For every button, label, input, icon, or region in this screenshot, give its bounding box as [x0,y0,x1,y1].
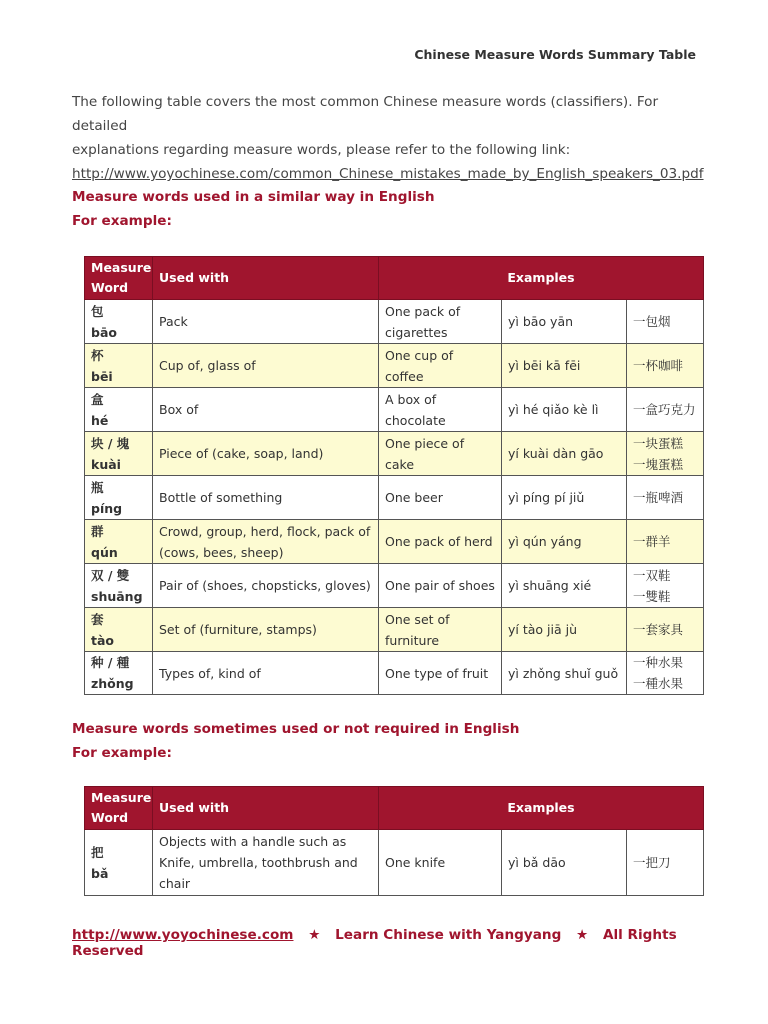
example-pinyin-cell: yì zhǒng shuǐ guǒ [502,652,627,695]
measure-word-char: 套 [91,611,104,627]
used-with-cell: Bottle of something [153,476,379,520]
measure-word-pinyin: píng [91,500,123,516]
section2-subtitle: For example: [72,745,172,761]
example-chinese-cell [627,476,704,520]
example-chinese-cell [627,608,704,652]
section1-title: Measure words used in a similar way in English [72,189,435,205]
measure-word-char: 把 [91,844,104,860]
example-english-cell: A box of chocolate [379,388,502,432]
used-with-cell: Pack [153,300,379,344]
header-used-with: Used with [153,257,379,300]
example-chinese-cell [627,652,704,695]
table-row [85,830,704,896]
measure-word-pinyin: hé [91,412,109,428]
used-with-cell: Piece of (cake, soap, land) [153,432,379,476]
used-with-cell: Cup of, glass of [153,344,379,388]
example-chinese-cell [627,300,704,344]
measure-words-table-1 [84,256,704,695]
measure-word-char: 瓶 [91,479,104,495]
table-header-row [85,787,704,830]
example-english-cell: One beer [379,476,502,520]
section1-subtitle: For example: [72,213,172,229]
measure-words-table-2 [84,786,704,896]
example-chinese-text: 一块蛋糕 [633,435,684,451]
example-english-cell: One pack of herd [379,520,502,564]
measure-word-char: 群 [91,523,104,539]
measure-word-pinyin: bāo [91,324,117,340]
table-row [85,388,704,432]
example-english-cell: One cup of coffee [379,344,502,388]
example-pinyin-cell: yì píng pí jiǔ [502,476,627,520]
example-chinese-text: 一盒巧克力 [633,402,696,417]
example-chinese-cell [627,432,704,476]
intro-line-1: The following table covers the most common Chinese measure words (classifiers). For detailed [72,94,659,134]
measure-word-cell [85,608,153,652]
used-with-cell: Types of, kind of [153,652,379,695]
measure-word-pinyin: kuài [91,456,121,472]
used-with-cell: Set of (furniture, stamps) [153,608,379,652]
page-footer [72,927,702,959]
table-row [85,300,704,344]
measure-word-cell [85,344,153,388]
used-with-cell: Objects with a handle such as Knife, umbrella, toothbrush and chair [153,830,379,896]
example-pinyin-cell: yì bāo yān [502,300,627,344]
measure-word-cell [85,564,153,608]
header-measure-word: Measure Word [85,787,153,830]
example-chinese-text: 一雙鞋 [633,588,671,604]
measure-word-cell [85,520,153,564]
measure-word-cell [85,830,153,896]
example-chinese-text: 一套家具 [633,622,684,637]
example-english-cell: One set of furniture [379,608,502,652]
measure-word-pinyin: shuāng [91,588,143,604]
measure-word-pinyin: qún [91,544,118,560]
table-row [85,608,704,652]
header-used-with: Used with [153,787,379,830]
page-header-title: Chinese Measure Words Summary Table [414,47,696,62]
measure-word-cell [85,388,153,432]
example-chinese-cell [627,520,704,564]
example-pinyin-cell: yì bēi kā fēi [502,344,627,388]
header-examples: Examples [379,787,704,830]
reference-link[interactable]: http://www.yoyochinese.com/common_Chinese_mistakes_made_by_English_speakers_03.pdf [72,166,704,182]
table-row [85,432,704,476]
table-row [85,564,704,608]
example-english-cell: One knife [379,830,502,896]
example-pinyin-cell: yì hé qiǎo kè lì [502,388,627,432]
measure-word-char: 块 / 塊 [91,435,130,451]
measure-word-char: 杯 [91,347,104,363]
example-chinese-text: 一双鞋 [633,567,671,583]
measure-word-pinyin: bēi [91,368,113,384]
example-pinyin-cell: yì bǎ dāo [502,830,627,896]
measure-word-cell [85,432,153,476]
used-with-cell: Box of [153,388,379,432]
example-chinese-text: 一瓶啤酒 [633,490,684,505]
measure-word-pinyin: bǎ [91,865,109,881]
table-row [85,520,704,564]
example-chinese-text: 一把刀 [633,855,671,870]
example-pinyin-cell: yì qún yáng [502,520,627,564]
example-english-cell: One pair of shoes [379,564,502,608]
measure-word-char: 双 / 雙 [91,567,130,583]
measure-word-char: 种 / 種 [91,655,130,670]
section2-heading [72,717,519,765]
example-chinese-cell [627,830,704,896]
header-measure-word: Measure Word [85,257,153,300]
example-pinyin-cell: yí kuài dàn gāo [502,432,627,476]
table-header-row [85,257,704,300]
measure-word-pinyin: zhǒng [91,676,134,691]
example-chinese-cell [627,344,704,388]
example-english-cell: One type of fruit [379,652,502,695]
footer-link[interactable]: http://www.yoyochinese.com [72,927,294,943]
section2-title: Measure words sometimes used or not required in English [72,721,520,737]
example-chinese-text: 一群羊 [633,534,671,549]
measure-word-cell [85,652,153,695]
used-with-cell: Crowd, group, herd, flock, pack of (cows, bees, sheep) [153,520,379,564]
footer-rights: All Rights Reserved [72,927,677,959]
star-icon: ★ [576,927,589,943]
table-row [85,476,704,520]
star-icon: ★ [308,927,321,943]
used-with-cell: Pair of (shoes, chopsticks, gloves) [153,564,379,608]
measure-word-cell [85,300,153,344]
table-row [85,652,704,695]
example-pinyin-cell: yì shuāng xié [502,564,627,608]
example-english-cell: One pack of cigarettes [379,300,502,344]
intro-paragraph [72,90,702,186]
example-chinese-cell [627,388,704,432]
example-chinese-text: 一包烟 [633,314,671,329]
example-pinyin-cell: yí tào jiā jù [502,608,627,652]
example-chinese-text: 一杯咖啡 [633,358,684,373]
example-chinese-text: 一种水果 [633,655,684,670]
measure-word-char: 包 [91,303,104,319]
table-row [85,344,704,388]
example-chinese-text: 一種水果 [633,676,684,691]
example-english-cell: One piece of cake [379,432,502,476]
footer-tagline: Learn Chinese with Yangyang [335,927,562,943]
section1-heading [72,185,435,233]
measure-word-cell [85,476,153,520]
header-examples: Examples [379,257,704,300]
example-chinese-cell [627,564,704,608]
measure-word-pinyin: tào [91,632,114,648]
measure-word-char: 盒 [91,391,104,407]
example-chinese-text: 一塊蛋糕 [633,456,684,472]
intro-line-2: explanations regarding measure words, please refer to the following link: [72,142,571,158]
